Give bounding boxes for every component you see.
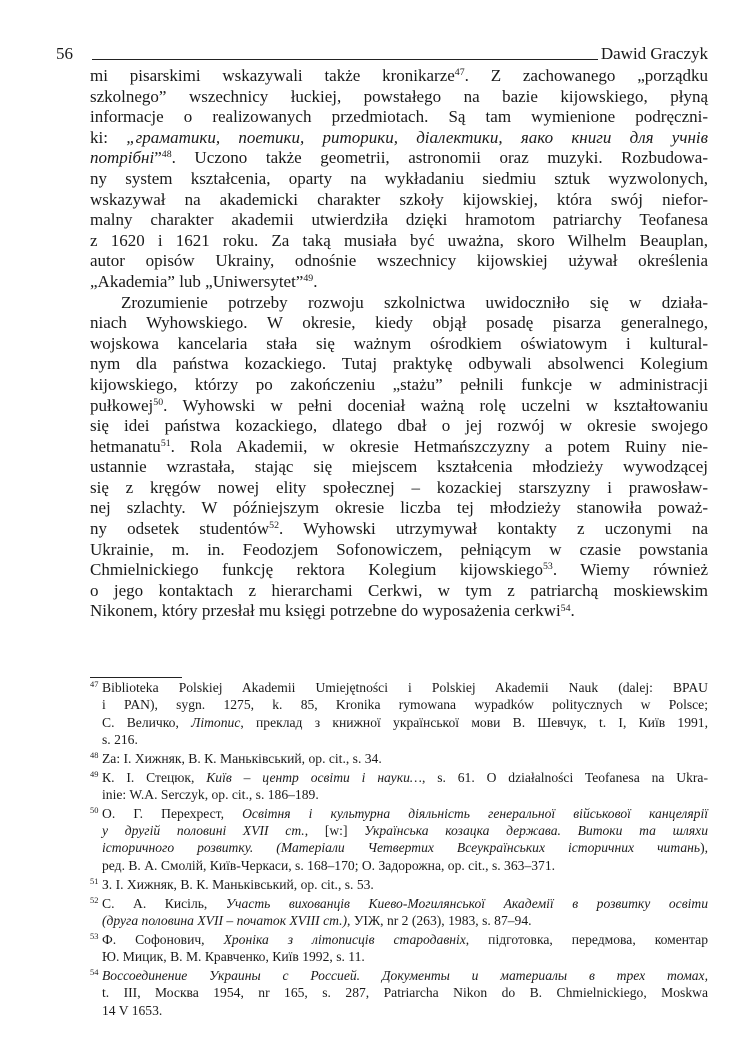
footnote-reference: 50 bbox=[153, 396, 164, 408]
text-run: i PAN), sygn. 1275, k. 85, Kronika rymowana wypadków politycznych w Polsce; bbox=[102, 697, 708, 713]
footnote-reference: 49 bbox=[303, 273, 314, 285]
footnote bbox=[90, 895, 708, 930]
text-line bbox=[90, 148, 708, 169]
footnotes bbox=[90, 679, 708, 1020]
text-run: , преклад з книжної української мови В. Шевчук, t. I, Київ 1991, bbox=[240, 714, 709, 730]
text-line bbox=[102, 822, 708, 839]
text-run: szkolnego” wszechnicy łuckiej, powstałego na bazie kijowskiego, płyną bbox=[90, 86, 708, 106]
text-line bbox=[102, 805, 708, 822]
footnote-number: 52 bbox=[90, 894, 99, 905]
footnote-number: 54 bbox=[90, 966, 99, 977]
footnote-reference: 48 bbox=[161, 149, 172, 161]
text-run: . Wyhowski utrzymywał kontakty z uczonymi na bbox=[279, 519, 708, 539]
footnote bbox=[90, 805, 708, 874]
text-run: wskazywał na akademicki charakter szkoły kijowskiej, która swój niefor- bbox=[90, 189, 708, 209]
footnote-number: 50 bbox=[90, 804, 99, 815]
text-line bbox=[90, 354, 708, 375]
footnote-reference: 47 bbox=[454, 67, 465, 79]
text-line bbox=[90, 416, 708, 437]
text-run: ), bbox=[700, 840, 708, 856]
text-line bbox=[102, 931, 708, 948]
text-line bbox=[90, 210, 708, 231]
italic-text-run: потрібні bbox=[90, 148, 155, 168]
text-line bbox=[90, 601, 708, 622]
text-line bbox=[102, 1002, 708, 1019]
footnote-reference: 52 bbox=[269, 520, 280, 532]
text-line bbox=[102, 912, 708, 929]
text-run: Ukrainie, m. in. Feodozjem Sofonowiczem, pełniącym w czasie powstania bbox=[90, 539, 708, 559]
text-run: . bbox=[313, 271, 318, 291]
text-run: . Wiemy również bbox=[552, 560, 708, 580]
text-line bbox=[90, 478, 708, 499]
text-line bbox=[102, 895, 708, 912]
text-line bbox=[90, 498, 708, 519]
text-line bbox=[90, 87, 708, 108]
text-run: informacje o realizowanych przedmiotach. Są tam wymienione podręczni- bbox=[90, 107, 708, 127]
body-text bbox=[90, 66, 708, 622]
text-run: , УІЖ, nr 2 (263), 1983, s. 87–94. bbox=[347, 912, 532, 928]
text-line bbox=[90, 66, 708, 87]
text-line bbox=[90, 581, 708, 602]
text-run: 14 V 1653. bbox=[102, 1002, 163, 1018]
text-run: ред. В. А. Смолій, Київ-Черкаси, s. 168–170; О. Задорожна, op. cit., s. 363–371. bbox=[102, 857, 556, 873]
text-run: . bbox=[570, 601, 575, 621]
italic-text-run: (друга половина XVII – початок XVIII ст.) bbox=[102, 912, 348, 928]
footnote-number: 48 bbox=[90, 749, 99, 760]
text-run: С. А. Кисіль, bbox=[102, 895, 226, 911]
text-run: kijowskiego, którzy po zakończeniu „stażu” pełnili funkcje w administracji bbox=[90, 374, 708, 394]
text-run: Zrozumienie potrzeby rozwoju szkolnictwa uwidoczniło się w działa- bbox=[121, 292, 708, 312]
text-run: ki: bbox=[90, 127, 127, 147]
text-line bbox=[102, 731, 708, 748]
text-run: malny charakter akademii utwierdziła dzięki hramotom patriarchy Teofanesa bbox=[90, 210, 708, 230]
text-line bbox=[102, 857, 708, 874]
text-run: z 1620 i 1621 roku. Za taką musiała być uważna, skoro Wilhelm Beauplan, bbox=[90, 230, 708, 250]
text-run: „Akademia” lub „Uniwersytet” bbox=[90, 271, 304, 291]
italic-text-run: у другій половині XVII ст. bbox=[102, 823, 305, 839]
text-run: . Rola Akademii, w okresie Hetmańszczyzny a potem Ruiny nie- bbox=[170, 436, 708, 456]
footnote bbox=[90, 750, 708, 767]
italic-text-run: „граматики, поетики, риторики, діалектики, яако книги для учнів bbox=[126, 127, 709, 147]
text-run: С. Величко, bbox=[102, 714, 192, 730]
text-run: inie: W.A. Serczyk, op. cit., s. 186–189. bbox=[102, 786, 319, 802]
text-run: nej szlachty. W późniejszym okresie liczba tej młodzieży stanowiła poważ- bbox=[90, 498, 708, 518]
text-run: З. І. Хижняк, В. К. Маньківський, op. cit., s. 53. bbox=[102, 876, 374, 892]
text-line bbox=[102, 786, 708, 803]
text-line bbox=[90, 231, 708, 252]
text-line bbox=[90, 169, 708, 190]
text-line bbox=[102, 948, 708, 965]
text-run: , [w:] bbox=[304, 823, 365, 839]
text-line bbox=[90, 375, 708, 396]
text-line bbox=[90, 437, 708, 458]
italic-text-run: Воссоединение Украины с Россией. Документы и материалы в трех томах, bbox=[102, 967, 708, 983]
text-run: О. Г. Перехрест, bbox=[102, 805, 243, 821]
text-run: ” bbox=[154, 148, 162, 168]
text-run: . Z zachowanego „porządku bbox=[464, 66, 708, 85]
footnote bbox=[90, 967, 708, 1019]
text-line bbox=[90, 128, 708, 149]
text-run: t. III, Москва 1954, nr 165, s. 287, Patriarcha Nikon do B. Chmielnickiego, Moskwa bbox=[102, 985, 708, 1001]
text-line bbox=[90, 519, 708, 540]
text-run: Biblioteka Polskiej Akademii Umiejętności i Polskiej Akademii Nauk (dalej: BPAU bbox=[102, 680, 708, 695]
text-run: Chmielnickiego funkcję rektora Kolegium kijowskiego bbox=[90, 560, 543, 580]
text-line bbox=[90, 107, 708, 128]
text-run: mi pisarskimi wskazywali także kronikarze bbox=[90, 66, 455, 85]
text-line bbox=[102, 696, 708, 713]
text-line bbox=[102, 967, 708, 984]
footnote-number: 53 bbox=[90, 930, 99, 941]
text-line bbox=[90, 396, 708, 417]
text-run: wojskowa kancelaria stała się ważnym ośrodkiem oświatowym i kultural- bbox=[90, 333, 708, 353]
text-run: s. 216. bbox=[102, 731, 138, 747]
footnote-number: 47 bbox=[90, 679, 99, 689]
running-head-author: Dawid Graczyk bbox=[600, 44, 708, 63]
page-header bbox=[56, 44, 708, 66]
text-run: Nikonem, który przesłał mu księgi potrzebne do wyposażenia cerkwi bbox=[90, 601, 561, 621]
footnote bbox=[90, 931, 708, 966]
footnote-reference: 51 bbox=[160, 437, 171, 449]
italic-text-run: Київ – центр освіти і науки… bbox=[206, 769, 422, 785]
italic-text-run: Українська козацка держава. Витоки та шляхи bbox=[364, 823, 708, 839]
text-run: К. І. Стецюк, bbox=[102, 769, 207, 785]
footnote-number: 51 bbox=[90, 875, 99, 886]
text-line bbox=[102, 750, 708, 767]
text-run: . Uczono także geometrii, astronomii oraz muzyki. Rozbudowa- bbox=[171, 148, 708, 168]
text-run: ny odsetek studentów bbox=[90, 519, 270, 539]
italic-text-run: Хроніка з літописців стародавніх bbox=[223, 931, 466, 947]
footnote-separator bbox=[90, 677, 182, 678]
text-line bbox=[102, 984, 708, 1001]
text-line bbox=[102, 769, 708, 786]
text-run: niach Wyhowskiego. W okresie, kiedy objął posadę pisarza generalnego, bbox=[90, 313, 708, 333]
footnote-reference: 54 bbox=[560, 602, 571, 614]
text-line bbox=[102, 679, 708, 696]
text-line bbox=[102, 714, 708, 731]
text-line bbox=[90, 313, 708, 334]
text-run: hetmanatu bbox=[90, 436, 161, 456]
text-run: autor opisów Ukrainy, odnośnie wszechnicy kijowskiej używał określenia bbox=[90, 251, 708, 271]
text-line bbox=[90, 334, 708, 355]
footnote-number: 49 bbox=[90, 768, 99, 779]
italic-text-run: Літопис bbox=[191, 714, 241, 730]
text-run: Za: І. Хижняк, В. К. Маньківський, op. cit., s. 34. bbox=[102, 750, 382, 766]
text-run: ustannie wzrastała, stając się miejscem kształcenia młodzieży wywodzącej bbox=[90, 457, 708, 477]
text-run: , s. 61. O działalności Teofanesa na Ukra- bbox=[421, 769, 708, 785]
text-line bbox=[90, 457, 708, 478]
text-run: , підготовка, передмова, коментар bbox=[465, 931, 708, 947]
text-run: ny system kształcenia, oparty na wykładaniu siedmiu sztuk wyzwolonych, bbox=[90, 168, 708, 188]
footnote-reference: 53 bbox=[543, 561, 553, 573]
text-line bbox=[90, 540, 708, 561]
text-line bbox=[90, 190, 708, 211]
text-line bbox=[90, 560, 708, 581]
text-line bbox=[102, 876, 708, 893]
footnote bbox=[90, 769, 708, 804]
text-run: . Wyhowski w pełni doceniał ważną rolę uczelni w kształtowaniu bbox=[163, 395, 708, 415]
text-run: nym dla państwa kozackiego. Tutaj praktykę odbywali absolwenci Kolegium bbox=[90, 354, 708, 374]
text-line bbox=[90, 272, 708, 293]
text-line bbox=[102, 839, 708, 856]
footnote bbox=[90, 679, 708, 748]
text-run: o jego kontaktach z hierarchami Cerkwi, w tym z patriarchą moskiewskim bbox=[90, 580, 708, 600]
italic-text-run: Освітня і культурна діяльність генеральної військової канцелярії bbox=[242, 805, 709, 821]
footnote bbox=[90, 876, 708, 893]
text-run: pułkowej bbox=[90, 395, 154, 415]
text-run: Ф. Софонович, bbox=[102, 931, 224, 947]
text-line bbox=[90, 251, 708, 272]
header-rule bbox=[92, 59, 598, 60]
page-number: 56 bbox=[56, 44, 73, 63]
text-line bbox=[90, 293, 708, 314]
italic-text-run: історичного розвитку. (Матеріали Четвертих Всеукраїнських історичних читань bbox=[102, 840, 701, 856]
text-run: się idei państwa kozackiego, dlatego dbał o jej rozwój w okresie swojego bbox=[90, 416, 708, 436]
text-run: się z kręgów nowej elity społecznej – kozackiej starszyzny i prawosław- bbox=[90, 477, 708, 497]
text-run: Ю. Мицик, В. М. Кравченко, Київ 1992, s. 11. bbox=[102, 949, 365, 965]
italic-text-run: Участь вихованців Киево-Могилянської Академії в розвитку освіти bbox=[225, 895, 708, 911]
